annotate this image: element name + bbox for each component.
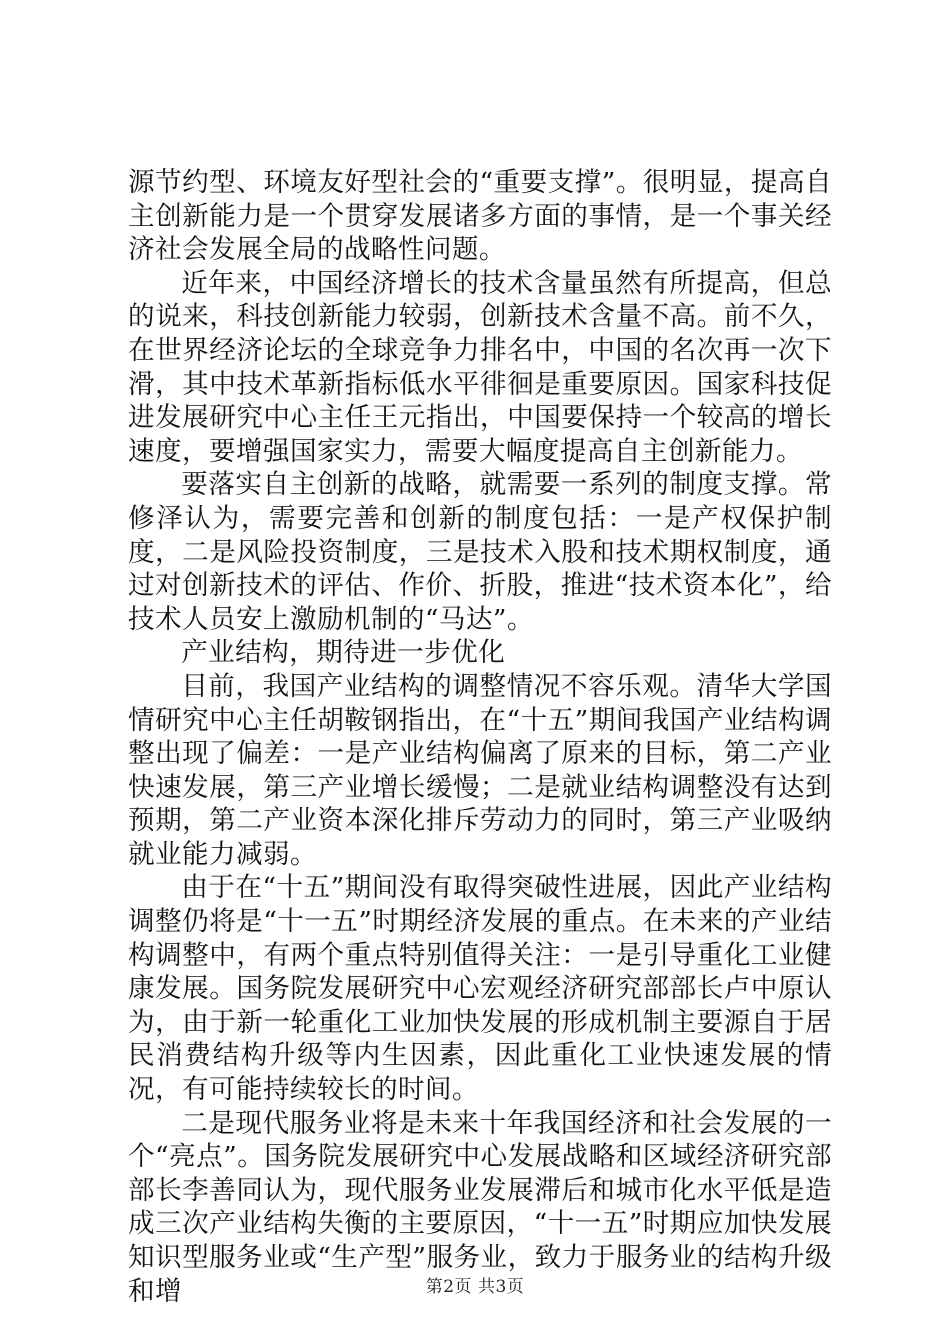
- paragraph-continued: 源节约型、环境友好型社会的“重要支撑”。很明显，提高自主创新能力是一个贯穿发展诸多方面的事情，是一个事关经济社会发展全局的战略性问题。: [128, 167, 832, 266]
- paragraph: 二是现代服务业将是未来十年我国经济和社会发展的一个“亮点”。国务院发展研究中心发展战略和区域经济研究部部长李善同认为，现代服务业发展滞后和城市化水平低是造成三次产业结构失衡的主要原因，“十一五”时期应加快发展知识型服务业或“生产型”服务业，致力于服务业的结构升级和增: [128, 1107, 832, 1307]
- paragraph: 要落实自主创新的战略，就需要一系列的制度支撑。常修泽认为，需要完善和创新的制度包括：一是产权保护制度，二是风险投资制度，三是技术入股和技术期权制度，通过对创新技术的评估、作价、折股，推进“技术资本化”，给技术人员安上激励机制的“马达”。: [128, 469, 832, 635]
- document-body: [128, 166, 832, 1308]
- paragraph: 目前，我国产业结构的调整情况不容乐观。清华大学国情研究中心主任胡鞍钢指出，在“十五”期间我国产业结构调整出现了偏差：一是产业结构偏离了原来的目标，第二产业快速发展，第三产业增长缓慢；二是就业结构调整没有达到预期，第二产业资本深化排斥劳动力的同时，第三产业吸纳就业能力减弱。: [128, 670, 832, 870]
- page-number-footer: 第2页 共3页: [425, 1277, 525, 1297]
- paragraph: 由于在“十五”期间没有取得突破性进展，因此产业结构调整仍将是“十一五”时期经济发展的重点。在未来的产业结构调整中，有两个重点特别值得关注：一是引导重化工业健康发展。国务院发展研究中心宏观经济研究部部长卢中原认为，由于新一轮重化工业加快发展的形成机制主要源自于居民消费结构升级等内生因素，因此重化工业快速发展的情况，有可能持续较长的时间。: [128, 872, 832, 1106]
- section-heading: 产业结构，期待进一步优化: [181, 637, 506, 669]
- paragraph: 近年来，中国经济增长的技术含量虽然有所提高，但总的说来，科技创新能力较弱，创新技术含量不高。前不久，在世界经济论坛的全球竞争力排名中，中国的名次再一次下滑，其中技术革新指标低水平徘徊是重要原因。国家科技促进发展研究中心主任王元指出，中国要保持一个较高的增长速度，要增强国家实力，需要大幅度提高自主创新能力。: [128, 267, 832, 467]
